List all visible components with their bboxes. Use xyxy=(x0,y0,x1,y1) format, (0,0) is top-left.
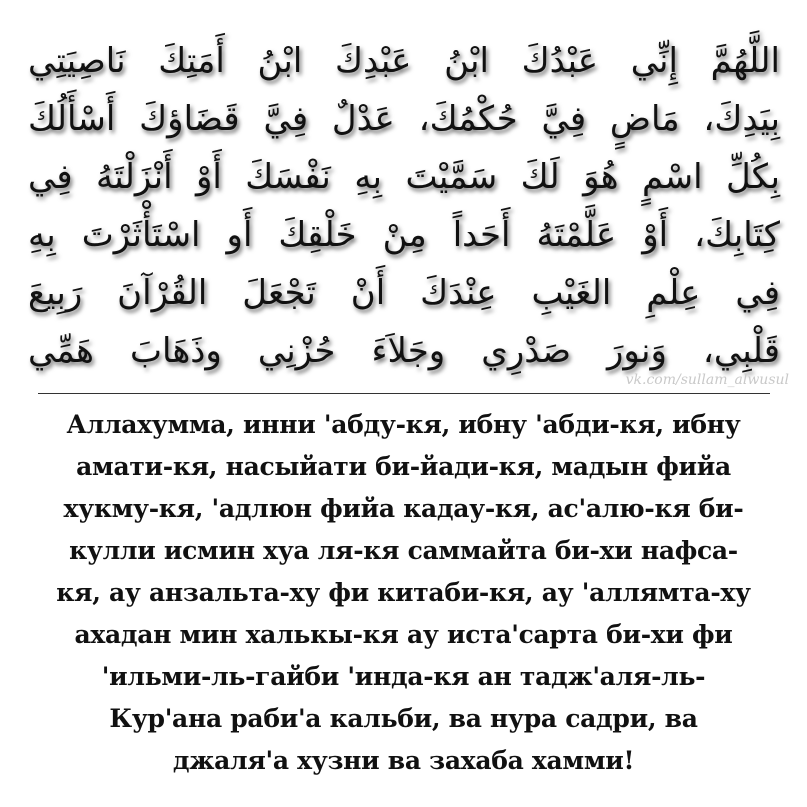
arabic-dua-text xyxy=(28,32,780,384)
transliteration-line: кулли исмин хуа ля-кя саммайта би-хи нафса- xyxy=(69,536,738,565)
arabic-line: بِيَدِكَ، مَاضٍ فِيَّ حُكْمُكَ، عَدْلٌ فِيَّ قَضَاؤكَ أَسْأَلُكَ xyxy=(28,99,780,139)
transliteration-line: ахадан мин халькы-кя ау иста'сарта би-хи фи xyxy=(74,620,733,649)
transliteration-line: Кур'ана раби'а кальби, ва нура садри, ва xyxy=(109,704,698,733)
arabic-line: فِي عِلْمِ الغَيْبِ عِنْدَكَ أَنْ تَجْعَلَ القُرْآنَ رَبِيعَ xyxy=(28,273,780,313)
transliteration-line: кя, ау анзальта-ху фи китаби-кя, ау 'аллямта-ху xyxy=(56,578,751,607)
arabic-line: كِتَابِكَ، أَوْ عَلَّمْتَهُ أَحَداً مِنْ خَلْقِكَ أَو اسْتَأْثَرْتَ بِهِ xyxy=(28,215,780,255)
transliteration-line: джаля'а хузни ва захаба хамми! xyxy=(172,746,635,775)
transliteration-line: хукму-кя, 'адлюн фийа кадау-кя, ас'алю-кя би- xyxy=(63,494,744,523)
transliteration-line: амати-кя, насыйати би-йади-кя, мадын фийа xyxy=(76,452,731,481)
transliteration-line: 'ильми-ль-гайби 'инда-кя ан тадж'аля-ль- xyxy=(101,662,706,691)
arabic-line: قَلْبِي، وَنورَ صَدْرِي وجَلاَءَ حُزْنِي وذَهَابَ هَمِّي xyxy=(28,331,780,371)
transliteration-text xyxy=(30,404,777,782)
transliteration-line: Аллахумма, инни 'абду-кя, ибну 'абди-кя, ибну xyxy=(66,410,741,439)
arabic-line: اللَّهُمَّ إِنِّي عَبْدُكَ ابْنُ عَبْدِكَ ابْنُ أَمَتِكَ نَاصِيَتِي xyxy=(28,41,780,81)
arabic-line: بِكُلِّ اسْمٍ هُوَ لَكَ سَمَّيْتَ بِهِ نَفْسَكَ أَوْ أَنْزَلْتَهُ فِي xyxy=(28,157,780,197)
divider xyxy=(38,393,770,394)
watermark: vk.com/sullam_alwusul xyxy=(625,372,789,388)
